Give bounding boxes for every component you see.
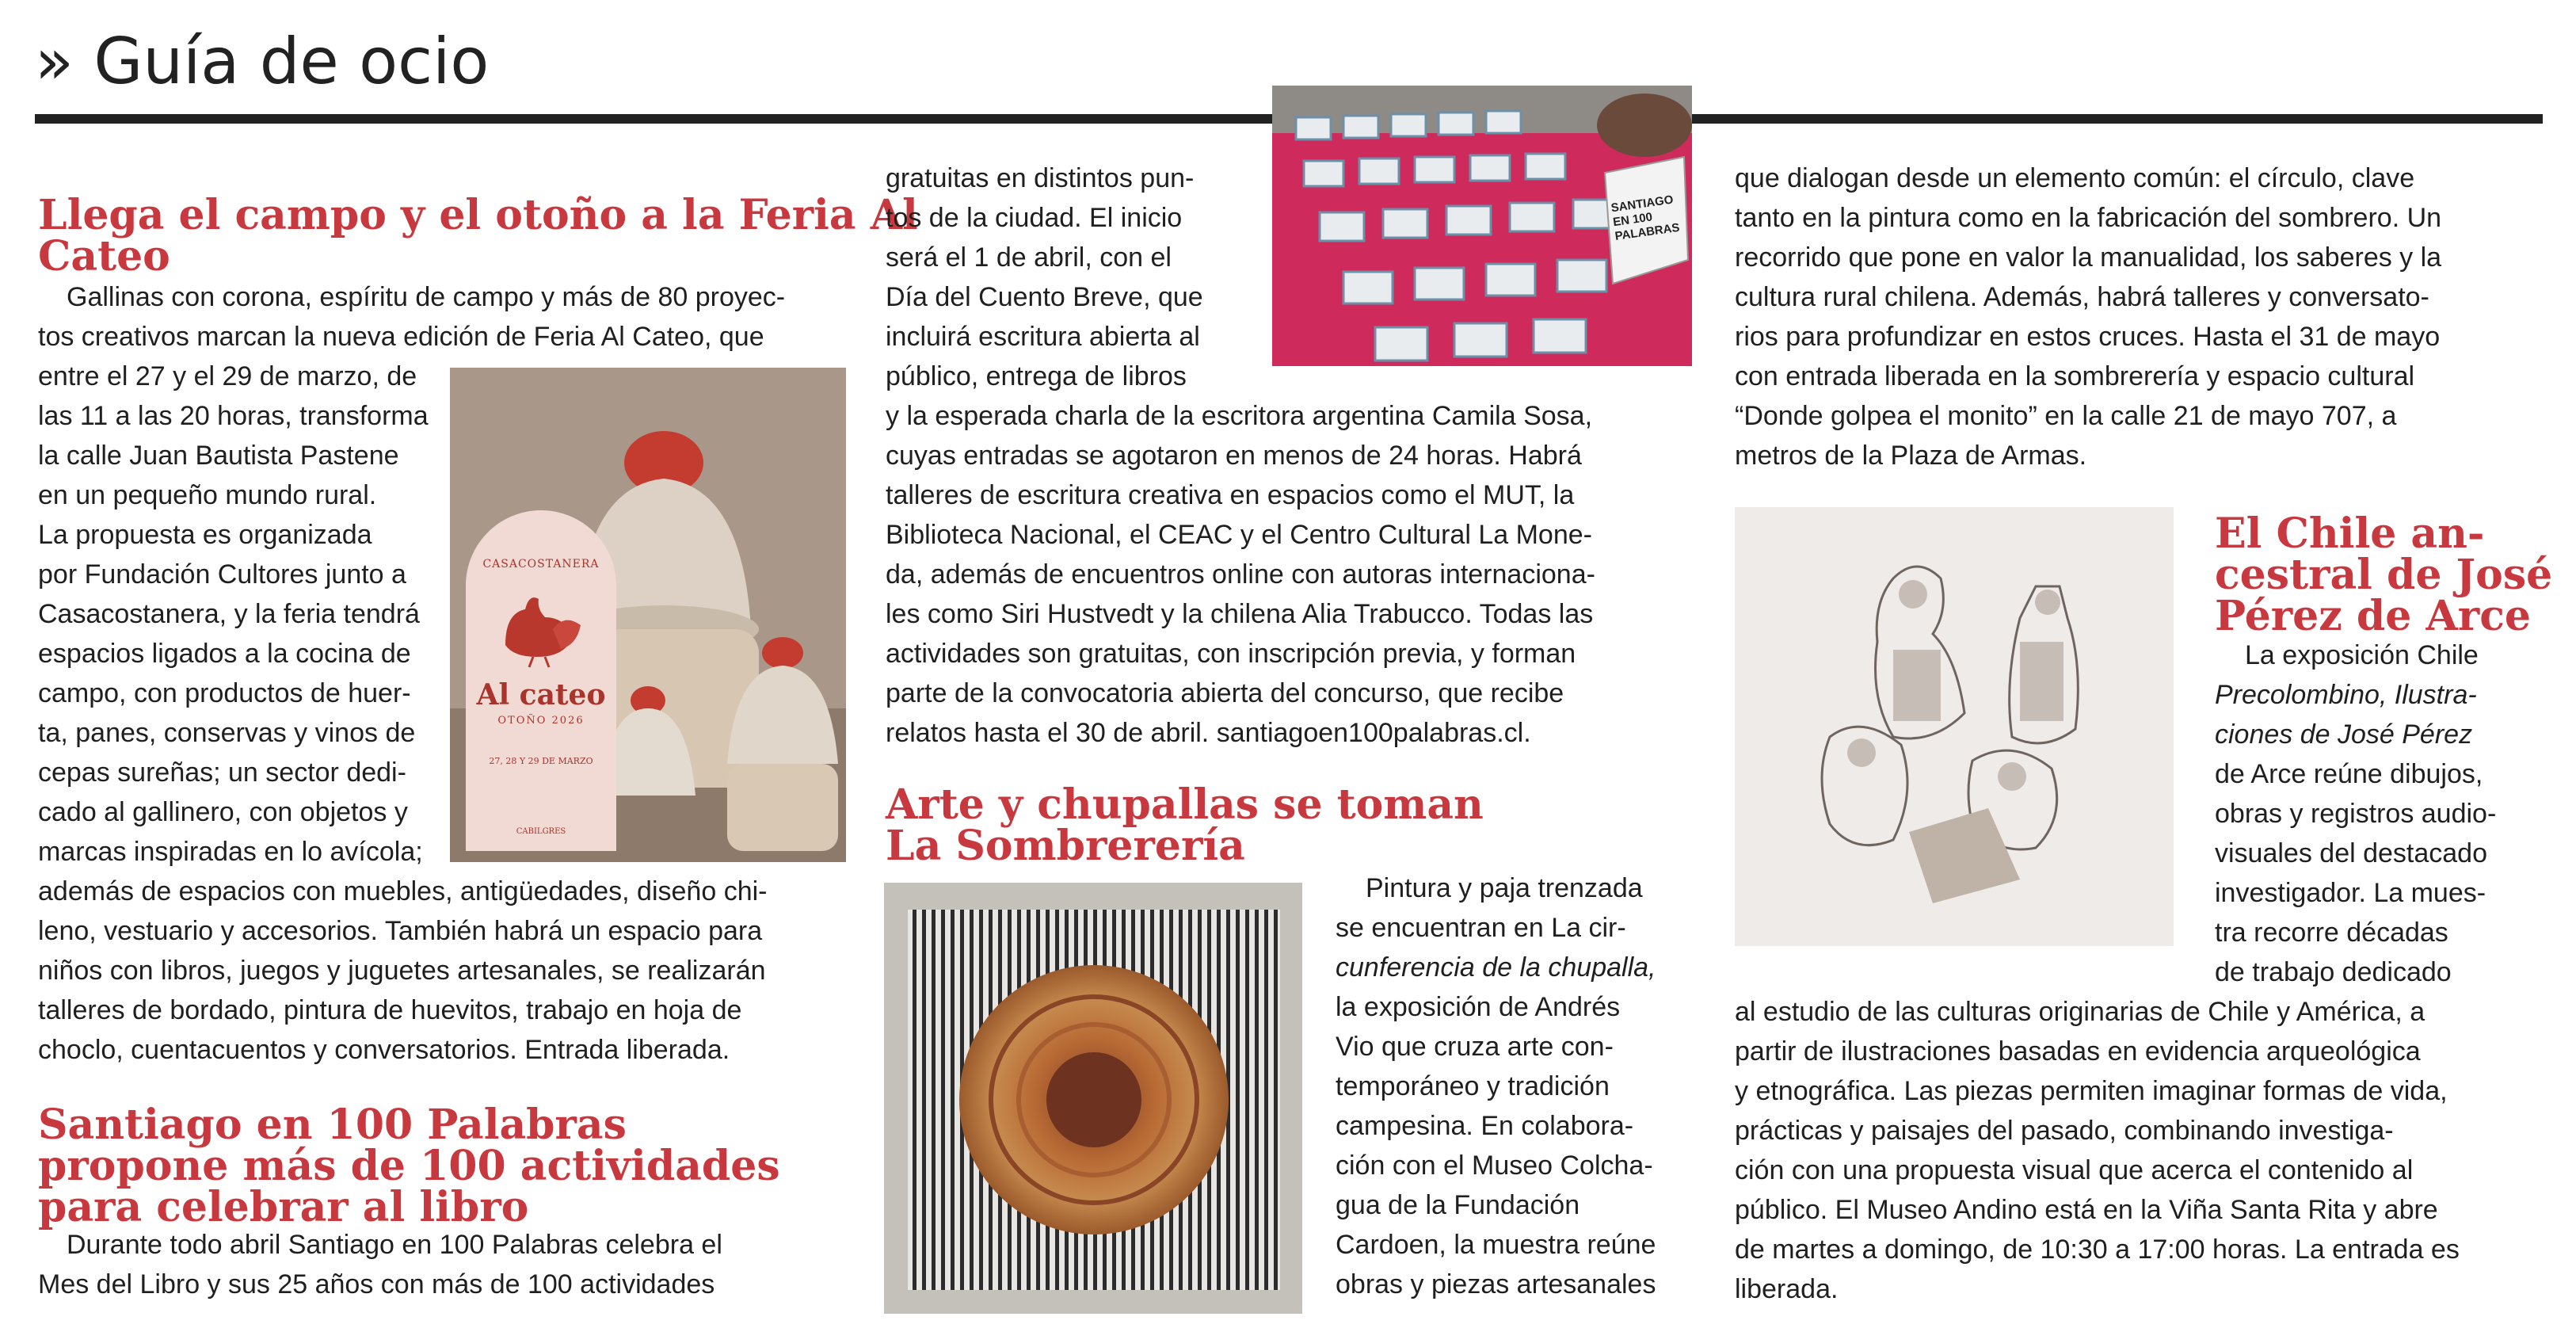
palabras-body-line: incluirá escritura abierta al: [886, 322, 1200, 352]
feria-body-line: entre el 27 y el 29 de marzo, de: [38, 361, 417, 391]
chile-body-wrap: [2215, 635, 2496, 992]
palabras-body-line: será el 1 de abril, con el: [886, 242, 1172, 273]
chile-body-line: visuales del destacado: [2215, 838, 2488, 868]
chile-body-line: ciones de José Pérez: [2215, 719, 2473, 750]
palabras-body-line: relatos hasta el 30 de abril. santiagoen100palabras.cl.: [886, 718, 1531, 748]
chile-body-line: La exposición Chile: [2245, 640, 2479, 670]
palabras-body-line: da, además de encuentros online con autoras internaciona-: [886, 559, 1595, 590]
sombrereria-body-line: que dialogan desde un elemento común: el círculo, clave: [1735, 163, 2415, 193]
sombrereria-body-line: ción con el Museo Colcha-: [1336, 1151, 1653, 1181]
palabras-body-line: parte de la convocatoria abierta del concurso, que recibe: [886, 678, 1564, 708]
feria-body-line: espacios ligados a la cocina de: [38, 639, 411, 669]
feria-body-line: Gallinas con corona, espíritu de campo y más de 80 proyec-: [67, 282, 786, 312]
sombrereria-headline: [886, 780, 1484, 870]
feria-poster-season: OTOÑO 2026: [497, 715, 585, 727]
feria-body-line: Casacostanera, y la feria tendrá: [38, 599, 420, 629]
sombrereria-headline-line-2: La Sombrerería: [886, 822, 1245, 870]
feria-poster-footer: CABILGRES: [516, 827, 566, 836]
feria-body-line: tos creativos marcan la nueva edición de Feria Al Cateo, que: [38, 322, 764, 352]
chile-headline-line-2: cestral de José: [2215, 551, 2553, 599]
chile-body-line: al estudio de las culturas originarias de Chile y América, a: [1735, 997, 2425, 1027]
chile-headline: [2215, 509, 2553, 640]
sombrereria-body-line: campesina. En colabora-: [1336, 1111, 1634, 1141]
palabras-body-line: Día del Cuento Breve, que: [886, 282, 1203, 312]
feria-poster: [466, 510, 616, 851]
sombrereria-body-line: gua de la Fundación: [1336, 1190, 1580, 1220]
chile-body-line: Precolombino, Ilustra-: [2215, 680, 2477, 710]
sombrereria-body-line: tanto en la pintura como en la fabricación del sombrero. Un: [1735, 203, 2442, 233]
feria-poster-dates: 27, 28 Y 29 DE MARZO: [489, 756, 593, 766]
feria-body-line: leno, vestuario y accesorios. También habrá un espacio para: [38, 916, 763, 946]
feria-headline: [38, 191, 918, 280]
sombrereria-body-line: rios para profundizar en estos cruces. Hasta el 31 de mayo: [1735, 322, 2441, 352]
sombrereria-body-line: obras y piezas artesanales: [1336, 1269, 1656, 1299]
chile-body-line: tra recorre décadas: [2215, 918, 2448, 948]
feria-body-line: niños con libros, juegos y juguetes artesanales, se realizarán: [38, 956, 766, 986]
sombrereria-body-line: cultura rural chilena. Además, habrá talleres y conversato-: [1735, 282, 2429, 312]
sombrereria-body-line: metros de la Plaza de Armas.: [1735, 441, 2087, 471]
sombrereria-body-line: temporáneo y tradición: [1336, 1071, 1610, 1101]
sombrereria-body-line: la exposición de Andrés: [1336, 992, 1621, 1022]
feria-body-line: las 11 a las 20 horas, transforma: [38, 401, 429, 431]
feria-poster-brand: Al cateo: [476, 678, 606, 712]
chile-body-line: y etnográfica. Las piezas permiten imaginar formas de vida,: [1735, 1076, 2448, 1106]
chile-body-line: de martes a domingo, de 10:30 a 17:00 horas. La entrada es: [1735, 1235, 2460, 1265]
palabras-body-line: tos de la ciudad. El inicio: [886, 203, 1183, 233]
feria-photo: [450, 368, 846, 862]
feria-body-line: además de espacios con muebles, antigüedades, diseño chi-: [38, 876, 768, 906]
sombrereria-body-line: recorrido que pone en valor la manualidad, los saberes y la: [1735, 242, 2442, 273]
feria-poster-org: CASACOSTANERA: [482, 558, 600, 571]
palabras-headline-line-3: para celebrar al libro: [38, 1183, 529, 1231]
feria-body-line: campo, con productos de huer-: [38, 678, 411, 708]
sombrereria-body-line: Vio que cruza arte con-: [1336, 1032, 1614, 1062]
palabras-body-col2-full: [886, 396, 1595, 753]
palabras-body-line: gratuitas en distintos pun-: [886, 163, 1195, 193]
sombrereria-body-line: “Donde golpea el monito” en la calle 21 de mayo 707, a: [1735, 401, 2397, 431]
sombrereria-body-col2: [1336, 868, 1656, 1304]
feria-body-bottom: [38, 872, 767, 1070]
chile-body-line: de trabajo dedicado: [2215, 957, 2452, 987]
palabras-photo-sign: SANTIAGO EN 100 PALABRAS: [1610, 193, 1681, 244]
feria-body-line: por Fundación Cultores junto a: [38, 559, 406, 590]
chile-body-line: liberada.: [1735, 1274, 1839, 1304]
chile-body-line: público. El Museo Andino está en la Viña Santa Rita y abre: [1735, 1195, 2438, 1225]
feria-body-line: marcas inspiradas en lo avícola;: [38, 837, 423, 867]
feria-body-line: en un pequeño mundo rural.: [38, 480, 377, 510]
chile-body-full: [1735, 992, 2460, 1309]
sombrereria-body-line: Pintura y paja trenzada: [1366, 873, 1643, 903]
feria-body-top: [38, 277, 785, 357]
section-title: » Guía de ocio: [35, 25, 490, 98]
feria-headline-line-1: Llega el campo y el otoño a la Feria Al: [38, 191, 918, 239]
feria-body-line: cado al gallinero, con objetos y: [38, 797, 408, 827]
feria-body-line: talleres de bordado, pintura de huevitos, trabajo en hoja de: [38, 995, 742, 1025]
palabras-headline-line-1: Santiago en 100 Palabras: [38, 1101, 627, 1149]
feria-body-line: la calle Juan Bautista Pastene: [38, 441, 399, 471]
chile-body-line: obras y registros audio-: [2215, 799, 2497, 829]
sombrereria-body-line: cunferencia de la chupalla,: [1336, 952, 1656, 983]
palabras-body-line: talleres de escritura creativa en espacios como el MUT, la: [886, 480, 1575, 510]
palabras-body-line: Mes del Libro y sus 25 años con más de 100 actividades: [38, 1269, 715, 1299]
feria-headline-line-2: Cateo: [38, 232, 170, 280]
feria-body-wrap: [38, 357, 429, 872]
sombrereria-headline-line-1: Arte y chupallas se toman: [886, 780, 1484, 829]
palabras-body-line: cuyas entradas se agotaron en menos de 24 horas. Habrá: [886, 441, 1582, 471]
palabras-body-line: les como Siri Hustvedt y la chilena Alia Trabucco. Todas las: [886, 599, 1594, 629]
feria-body-line: ta, panes, conservas y vinos de: [38, 718, 416, 748]
feria-body-line: La propuesta es organizada: [38, 520, 372, 550]
palabras-body-line: actividades son gratuitas, con inscripción previa, y forman: [886, 639, 1576, 669]
rooster-icon: [490, 582, 593, 669]
palabras-body-line: público, entrega de libros: [886, 361, 1187, 391]
feria-body-line: cepas sureñas; un sector dedi-: [38, 757, 406, 788]
chile-headline-line-1: El Chile an-: [2215, 509, 2485, 558]
chile-body-line: prácticas y paisajes del pasado, combinando investiga-: [1735, 1116, 2394, 1146]
chile-body-line: de Arce reúne dibujos,: [2215, 759, 2483, 789]
chile-photo-art: [1735, 507, 2174, 946]
palabras-body-col2-wrap: [886, 158, 1203, 396]
chile-headline-line-3: Pérez de Arce: [2215, 592, 2531, 640]
sombrereria-photo-art: [884, 883, 1302, 1314]
palabras-photo: [1272, 86, 1692, 366]
chile-body-line: investigador. La mues-: [2215, 878, 2486, 908]
sombrereria-body-line: se encuentran en La cir-: [1336, 913, 1626, 943]
chile-body-line: partir de ilustraciones basadas en evidencia arqueológica: [1735, 1036, 2421, 1067]
sombrereria-body-col3: [1735, 158, 2441, 475]
palabras-body-line: Durante todo abril Santiago en 100 Palabras celebra el: [67, 1230, 722, 1260]
palabras-body-line: Biblioteca Nacional, el CEAC y el Centro Cultural La Mone-: [886, 520, 1592, 550]
palabras-body-line: y la esperada charla de la escritora argentina Camila Sosa,: [886, 401, 1593, 431]
chile-photo: [1735, 507, 2174, 946]
palabras-headline: [38, 1101, 780, 1231]
sombrereria-body-line: con entrada liberada en la sombrerería y espacio cultural: [1735, 361, 2415, 391]
sombrereria-body-line: Cardoen, la muestra reúne: [1336, 1230, 1656, 1260]
sombrereria-photo: [884, 883, 1302, 1314]
palabras-body-col1: [38, 1225, 722, 1304]
palabras-headline-line-2: propone más de 100 actividades: [38, 1142, 780, 1190]
chile-body-line: ción con una propuesta visual que acerca el contenido al: [1735, 1155, 2414, 1185]
feria-body-line: choclo, cuentacuentos y conversatorios. Entrada liberada.: [38, 1035, 730, 1065]
